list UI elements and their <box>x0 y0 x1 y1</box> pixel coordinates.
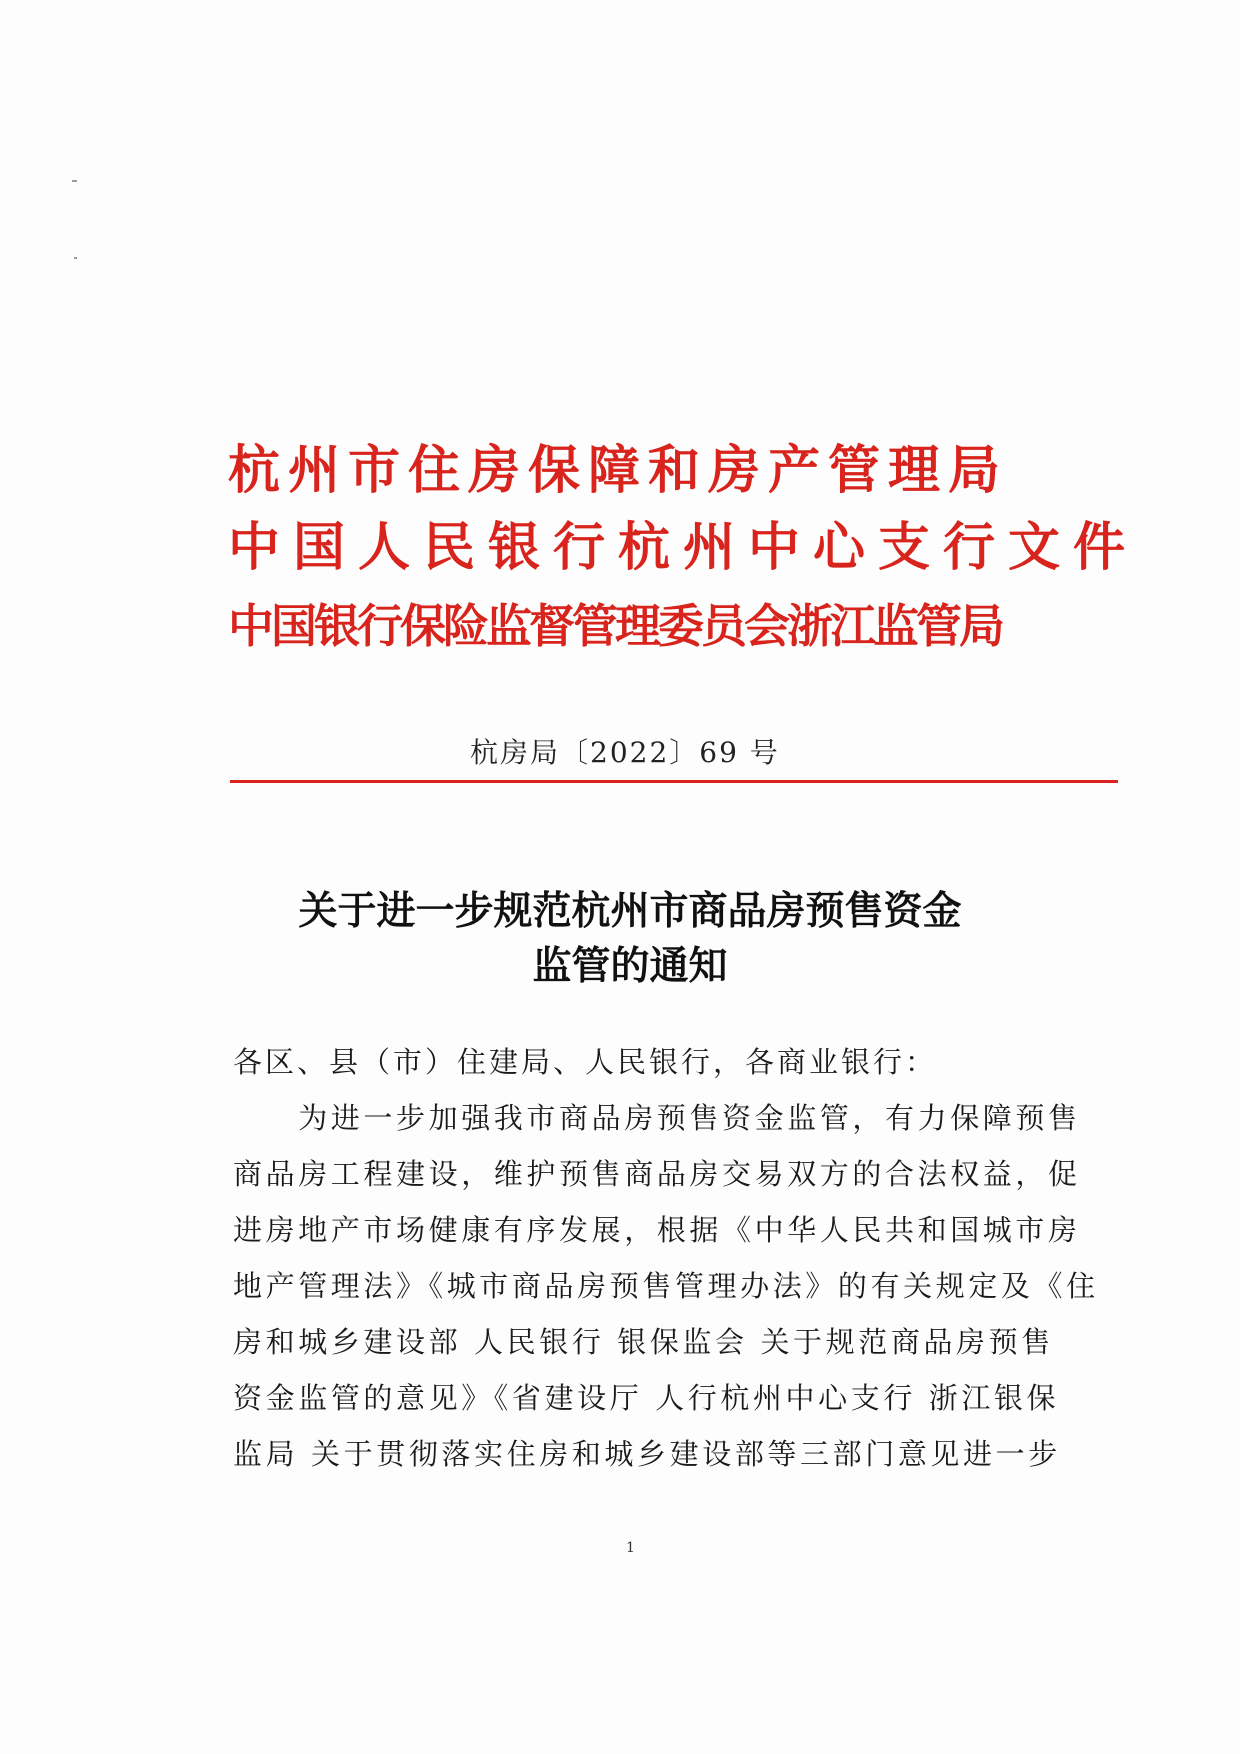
issuer-line-3: 中国银行保险监督管理委员会浙江监管局 <box>228 599 1002 653</box>
body-line: 进房地产市场健康有序发展，根据《中华人民共和国城市房 <box>233 1213 1081 1247</box>
body-line: 地产管理法》《城市商品房预售管理办法》的有关规定及《住 <box>233 1269 1099 1303</box>
title-line-2: 监管的通知 <box>532 943 728 989</box>
scan-speck <box>74 257 77 259</box>
issuer-line-1: 杭州市住房保障和房产管理局 <box>228 441 1009 501</box>
body-line: 为进一步加强我市商品房预售资金监管，有力保障预售 <box>233 1101 1081 1135</box>
body-line: 资金监管的意见》《省建设厅 人行杭州中心支行 浙江银保 <box>233 1381 1060 1415</box>
title-line-1: 关于进一步规范杭州市商品房预售资金 <box>298 888 962 934</box>
scan-speck <box>72 180 77 182</box>
page-number: 1 <box>626 1540 635 1556</box>
body-line: 房和城乡建设部 人民银行 银保监会 关于规范商品房预售 <box>233 1325 1054 1359</box>
salutation: 各区、县（市）住建局、人民银行，各商业银行： <box>233 1045 938 1079</box>
body-line: 商品房工程建设，维护预售商品房交易双方的合法权益，促 <box>233 1157 1081 1191</box>
red-divider-line <box>230 780 1118 783</box>
body-line: 监局 关于贯彻落实住房和城乡建设部等三部门意见进一步 <box>233 1437 1061 1471</box>
issuer-line-2: 中国人民银行杭州中心支行文件 <box>228 518 1139 578</box>
document-number: 杭房局〔2022〕69 号 <box>470 736 780 769</box>
